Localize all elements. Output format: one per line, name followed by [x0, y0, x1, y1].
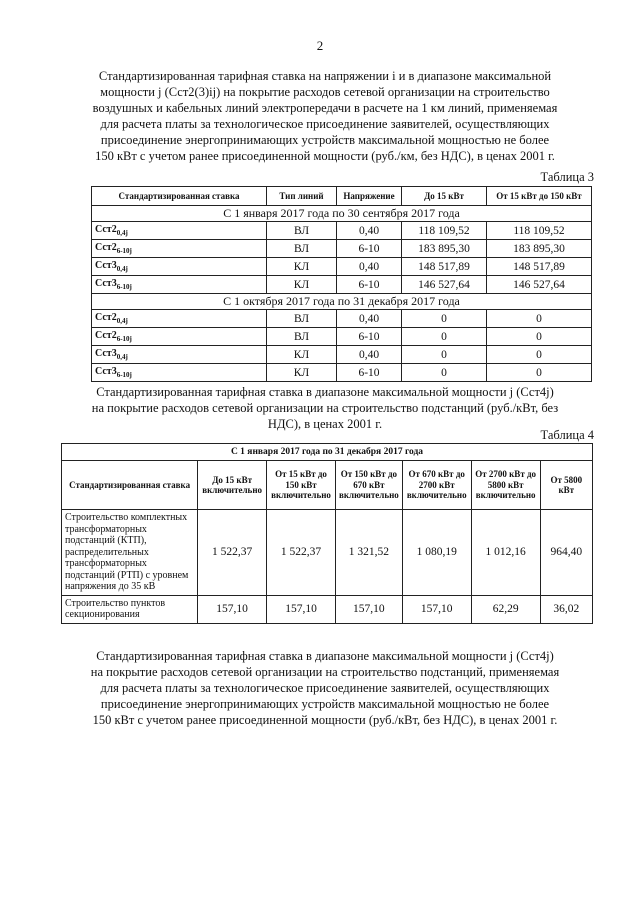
- table4-header: От 670 кВт до 2700 кВт включительно: [402, 461, 471, 510]
- rate-symbol: Сст3: [95, 366, 117, 377]
- table3-row: [92, 364, 592, 382]
- table4-value: 1 522,37: [198, 510, 267, 596]
- table3-caption: Таблица 3: [540, 170, 594, 184]
- table3-row: [92, 258, 592, 276]
- value-upto-15: 0: [402, 328, 487, 346]
- table3-period-row: [92, 294, 592, 310]
- table3-row: [92, 222, 592, 240]
- construction-type: Строительство комплектных трансформаторных подстанций (КТП), распределительных трансформаторных подстанций (РТП) с уровнем напряжения до 35 кВ: [62, 510, 198, 596]
- value-15-150: 148 517,89: [487, 258, 592, 276]
- table4-body: [62, 510, 593, 624]
- voltage: 0,40: [337, 222, 402, 240]
- rate-subscript: 0,4j: [116, 317, 128, 325]
- construction-type: Строительство пунктов секционирования: [62, 595, 198, 623]
- table3-period-row: [92, 206, 592, 222]
- value-upto-15: 0: [402, 310, 487, 328]
- table3-header: До 15 кВт: [402, 187, 487, 206]
- table3-heading: Стандартизированная тарифная ставка на напряжении i и в диапазоне максимальной мощности j (Сст2(3)ij) на покрытие расходов сетевой организации на строительство воздушных и кабельных линий электропередачи в расчете на 1 км линий, применяемая для расчета платы за технологическое присоединение заявителей, осуществляющих присоединение энергопринимающих устройств максимальной мощностью не более 150 кВт с учетом ранее присоединенной мощности (руб./км, без НДС), в ценах 2001 г.: [92, 69, 558, 163]
- rate-symbol: Сст2: [95, 242, 117, 253]
- line-type: КЛ: [267, 346, 337, 364]
- table4-header: От 15 кВт до 150 кВт включительно: [267, 461, 336, 510]
- rate-name: [92, 276, 267, 294]
- rate-subscript: 6-10j: [116, 335, 132, 343]
- table4: [61, 443, 593, 624]
- rate-symbol: Сст2: [95, 312, 117, 323]
- line-type: ВЛ: [267, 222, 337, 240]
- voltage: 6-10: [337, 364, 402, 382]
- line-type: КЛ: [267, 364, 337, 382]
- value-15-150: 183 895,30: [487, 240, 592, 258]
- rate-name: [92, 328, 267, 346]
- rate-symbol: Сст3: [95, 260, 117, 271]
- value-upto-15: 146 527,64: [402, 276, 487, 294]
- table3-row: [92, 346, 592, 364]
- rate-subscript: 6-10j: [116, 247, 132, 255]
- table5-heading: Стандартизированная тарифная ставка в диапазоне максимальной мощности j (Сст4j) на покрытие расходов сетевой организации на строительство подстанций, применяемая для расчета платы за технологическое присоединение заявителей, осуществляющих присоединение энергопринимающих устройств максимальной мощностью не более 150 кВт с учетом ранее присоединенной мощности (руб./кВт, без НДС), в ценах 2001 г.: [90, 649, 560, 727]
- voltage: 0,40: [337, 346, 402, 364]
- table4-caption: Таблица 4: [540, 428, 594, 442]
- line-type: КЛ: [267, 258, 337, 276]
- rate-name: [92, 310, 267, 328]
- rate-symbol: Сст2: [95, 224, 117, 235]
- table3-header: От 15 кВт до 150 кВт: [487, 187, 592, 206]
- table4-header: От 2700 кВт до 5800 кВт включительно: [471, 461, 540, 510]
- table4-row: [62, 510, 593, 596]
- voltage: 0,40: [337, 310, 402, 328]
- table3-header: Тип линий: [267, 187, 337, 206]
- table3: [91, 186, 592, 382]
- table4-header: От 5800 кВт: [540, 461, 592, 510]
- table3-period: С 1 января 2017 года по 30 сентября 2017 года: [92, 206, 592, 222]
- rate-symbol: Сст2: [95, 330, 117, 341]
- table4-value: 157,10: [402, 595, 471, 623]
- value-15-150: 0: [487, 310, 592, 328]
- line-type: ВЛ: [267, 328, 337, 346]
- value-15-150: 118 109,52: [487, 222, 592, 240]
- table4-header: Стандартизированная ставка: [62, 461, 198, 510]
- rate-symbol: Сст3: [95, 278, 117, 289]
- page-number: 2: [316, 38, 324, 53]
- voltage: 6-10: [337, 240, 402, 258]
- table4-value: 1 522,37: [267, 510, 336, 596]
- table4-value: 62,29: [471, 595, 540, 623]
- value-upto-15: 148 517,89: [402, 258, 487, 276]
- rate-name: [92, 222, 267, 240]
- table4-value: 1 080,19: [402, 510, 471, 596]
- rate-subscript: 6-10j: [116, 283, 132, 291]
- table4-row: [62, 595, 593, 623]
- table3-row: [92, 328, 592, 346]
- table4-heading: Стандартизированная тарифная ставка в диапазоне максимальной мощности j (Сст4j) на покрытие расходов сетевой организации на строительство подстанций (руб./кВт, без НДС), в ценах 2001 г.: [91, 385, 559, 431]
- table3-header: Стандартизированная ставка: [92, 187, 267, 206]
- table4-value: 157,10: [267, 595, 336, 623]
- table4-header: От 150 кВт до 670 кВт включительно: [335, 461, 402, 510]
- value-upto-15: 0: [402, 346, 487, 364]
- table4-value: 964,40: [540, 510, 592, 596]
- value-upto-15: 118 109,52: [402, 222, 487, 240]
- voltage: 0,40: [337, 258, 402, 276]
- rate-subscript: 6-10j: [116, 371, 132, 379]
- rate-name: [92, 346, 267, 364]
- table4-period: С 1 января 2017 года по 31 декабря 2017 года: [62, 444, 593, 461]
- table4-value: 1 012,16: [471, 510, 540, 596]
- value-15-150: 146 527,64: [487, 276, 592, 294]
- table3-row: [92, 240, 592, 258]
- value-upto-15: 183 895,30: [402, 240, 487, 258]
- value-15-150: 0: [487, 346, 592, 364]
- value-upto-15: 0: [402, 364, 487, 382]
- table4-header: До 15 кВт включительно: [198, 461, 267, 510]
- table4-value: 36,02: [540, 595, 592, 623]
- table4-value: 157,10: [335, 595, 402, 623]
- voltage: 6-10: [337, 276, 402, 294]
- value-15-150: 0: [487, 328, 592, 346]
- table3-header: Напряжение: [337, 187, 402, 206]
- line-type: ВЛ: [267, 310, 337, 328]
- rate-symbol: Сст3: [95, 348, 117, 359]
- rate-subscript: 0,4j: [116, 353, 128, 361]
- table3-row: [92, 310, 592, 328]
- value-15-150: 0: [487, 364, 592, 382]
- table4-value: 157,10: [198, 595, 267, 623]
- line-type: КЛ: [267, 276, 337, 294]
- voltage: 6-10: [337, 328, 402, 346]
- rate-subscript: 0,4j: [116, 265, 128, 273]
- table4-value: 1 321,52: [335, 510, 402, 596]
- rate-subscript: 0,4j: [116, 229, 128, 237]
- table3-period: С 1 октября 2017 года по 31 декабря 2017 года: [92, 294, 592, 310]
- line-type: ВЛ: [267, 240, 337, 258]
- rate-name: [92, 240, 267, 258]
- rate-name: [92, 258, 267, 276]
- table3-row: [92, 276, 592, 294]
- rate-name: [92, 364, 267, 382]
- table3-body: [92, 206, 592, 382]
